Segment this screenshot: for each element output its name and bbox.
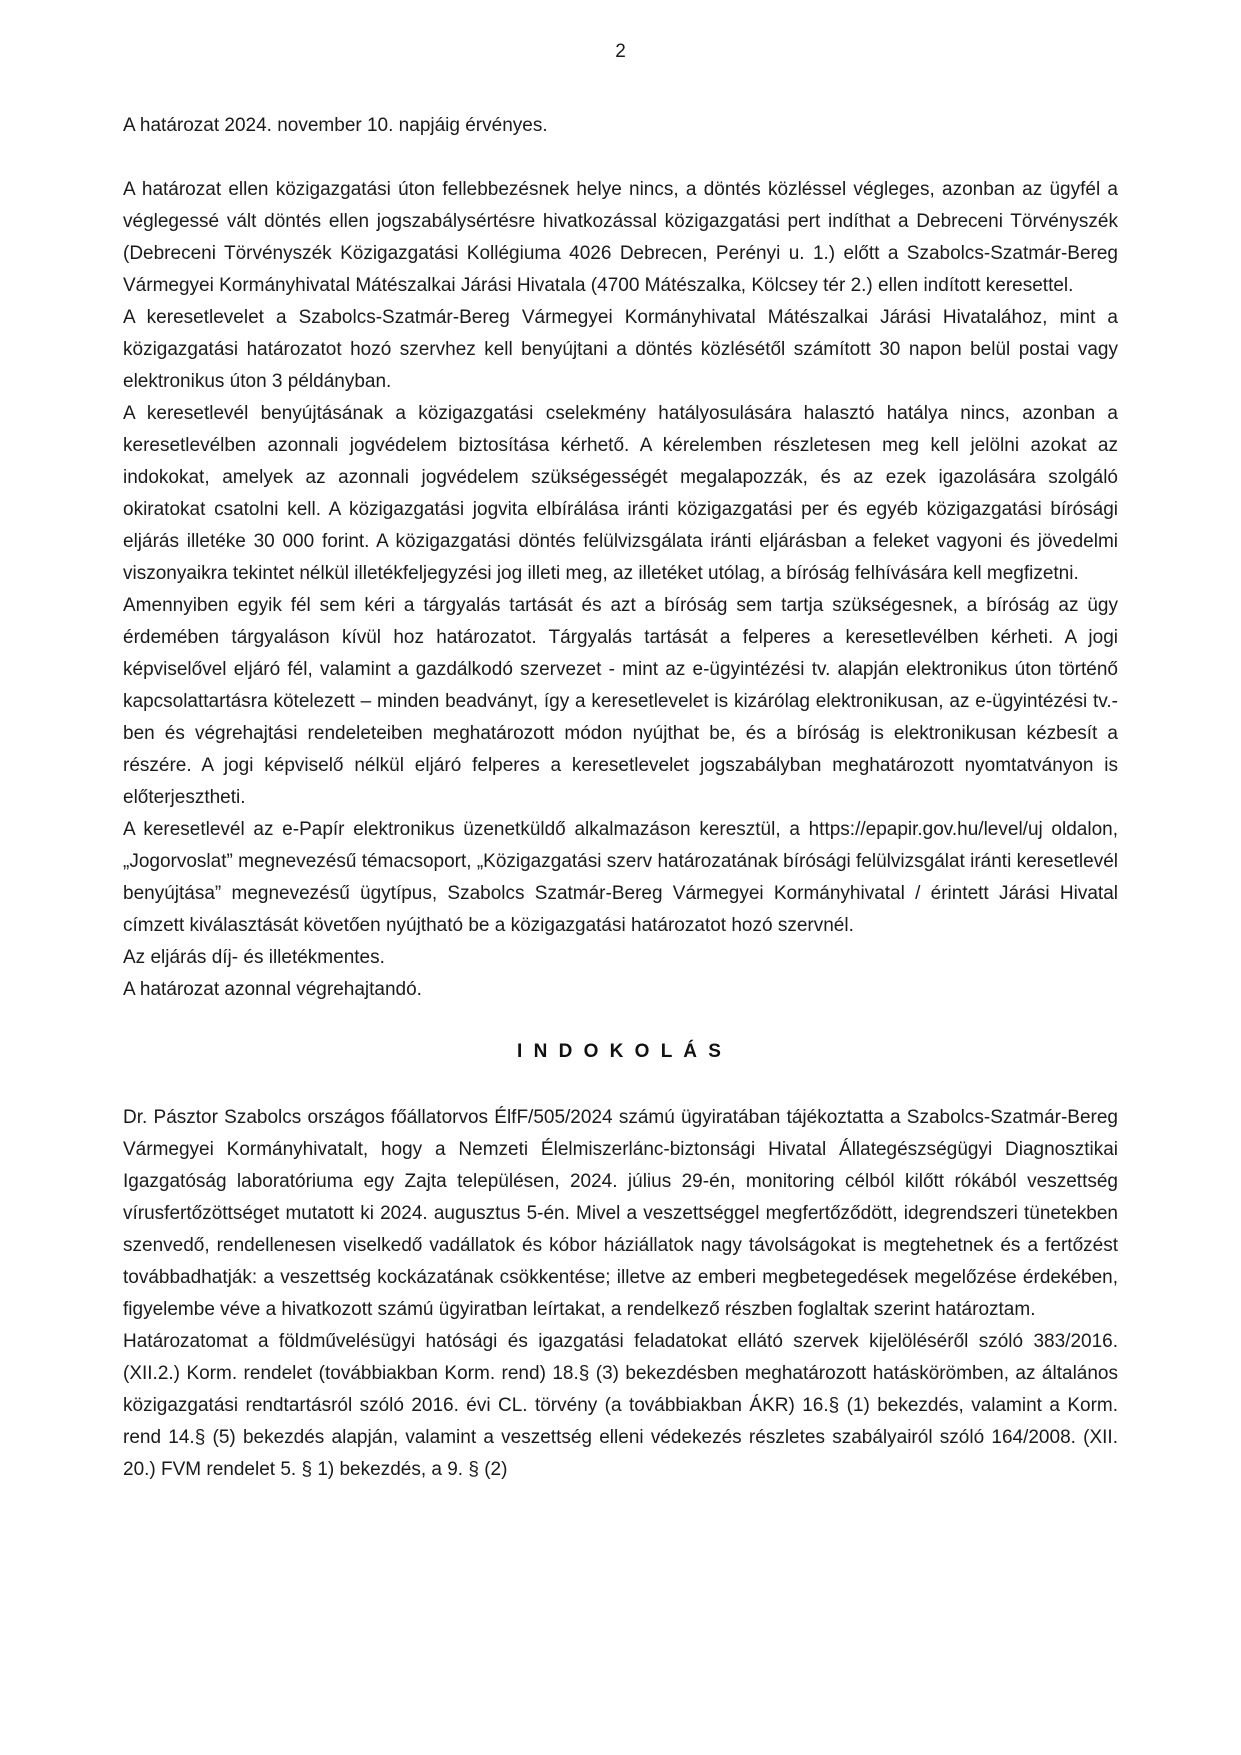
paragraph-appeal-info: A határozat ellen közigazgatási úton fellebbezésnek helye nincs, a döntés közléssel végleges, azonban az ügyfél a véglegessé vált döntés ellen jogszabálysértésre hivatkozással közigazgatási pert indíthat a Debreceni Törvényszék (Debreceni Törvényszék Közigazgatási Kollégiuma 4026 Debrecen, Perényi u. 1.) előtt a Szabolcs-Szatmár-Bereg Vármegyei Kormányhivatal Mátészalkai Járási Hivatala (4700 Mátészalka, Kölcsey tér 2.) ellen indított keresettel.: [123, 179, 1118, 296]
page-number: 2: [615, 41, 626, 62]
paragraph-fee-exemption: Az eljárás díj- és illetékmentes.: [123, 947, 385, 968]
paragraph-epapir-submission: A keresetlevél az e-Papír elektronikus üzenetküldő alkalmazáson keresztül, a https://epapir.gov.hu/level/uj oldalon, „Jogorvoslat” megnevezésű témacsoport, „Közigazgatási szerv határozatának bírósági felülvizsgálat iránti keresetlevél benyújtása” megnevezésű ügytípus, Szabolcs Szatmár-Bereg Vármegyei Kormányhivatal / érintett Járási Hivatal címzett kiválasztását követően nyújtható be a közigazgatási határozatot hozó szervnél.: [123, 819, 1118, 936]
paragraph-rabies-findings: Dr. Pásztor Szabolcs országos főállatorvos ÉlfF/505/2024 számú ügyiratában tájékoztatta a Szabolcs-Szatmár-Bereg Vármegyei Kormányhivatalt, hogy a Nemzeti Élelmiszerlánc-biztonsági Hivatal Állategészségügyi Diagnosztikai Igazgatóság laboratóriuma egy Zajta településen, 2024. július 29-én, monitoring célból kilőtt rókából veszettség vírusfertőzöttséget mutatott ki 2024. augusztus 5-én. Mivel a veszettséggel megfertőződött, idegrendszeri tünetekben szenvedő, rendellenesen viselkedő vadállatok és kóbor háziállatok nagy távolságokat is megtehetnek és a fertőzést továbbadhatják: a veszettség kockázatának csökkentése; illetve az emberi megbetegedések megelőzése érdekében, figyelembe véve a hivatkozott számú ügyiratban leírtakat, a rendelkező részben foglaltak szerint határoztam.: [123, 1107, 1118, 1320]
paragraph-legal-protection: A keresetlevél benyújtásának a közigazgatási cselekmény hatályosulására halasztó hatálya nincs, azonban a keresetlevélben azonnali jogvédelem biztosítása kérhető. A kérelemben részletesen meg kell jelölni azokat az indokokat, amelyek az azonnali jogvédelem szükségességét megalapozzák, és az ezek igazolására szolgáló okiratokat csatolni kell. A közigazgatási jogvita elbírálása iránti közigazgatási per és egyéb közigazgatási bírósági eljárás illetéke 30 000 forint. A közigazgatási döntés felülvizsgálata iránti eljárásban a feleket vagyoni és jövedelmi viszonyaikra tekintet nélkül illetékfeljegyzési jog illeti meg, az illetéket utólag, a bíróság felhívására kell megfizetni.: [123, 403, 1118, 584]
paragraph-immediate-execution: A határozat azonnal végrehajtandó.: [123, 979, 422, 1000]
paragraph-trial-rules: Amennyiben egyik fél sem kéri a tárgyalás tartását és azt a bíróság sem tartja szükségesnek, a bíróság az ügy érdemében tárgyaláson kívül hoz határozatot. Tárgyalás tartását a felperes a keresetlevélben kérheti. A jogi képviselővel eljáró fél, valamint a gazdálkodó szervezet - mint az e-ügyintézési tv. alapján elektronikus úton történő kapcsolattartásra kötelezett – minden beadványt, így a keresetlevelet is kizárólag elektronikusan, az e-ügyintézési tv.-ben és végrehajtási rendeleteiben meghatározott módon nyújthat be, és a bíróság is elektronikusan kézbesít a részére. A jogi képviselő nélkül eljáró felperes a keresetlevelet jogszabályban meghatározott nyomtatványon is előterjesztheti.: [123, 595, 1118, 808]
paragraph-validity: A határozat 2024. november 10. napjáig érvényes.: [123, 115, 548, 136]
paragraph-legal-basis: Határozatomat a földművelésügyi hatósági és igazgatási feladatokat ellátó szervek kijelöléséről szóló 383/2016.(XII.2.) Korm. rendelet (továbbiakban Korm. rend) 18.§ (3) bekezdésben meghatározott hatáskörömben, az általános közigazgatási rendtartásról szóló 2016. évi CL. törvény (a továbbiakban ÁKR) 16.§ (1) bekezdés, valamint a Korm. rend 14.§ (5) bekezdés alapján, valamint a veszettség elleni védekezés részletes szabályairól szóló 164/2008. (XII. 20.) FVM rendelet 5. § 1) bekezdés, a 9. § (2): [123, 1331, 1118, 1480]
section-heading-indokolas: I N D O K O L Á S: [517, 1041, 724, 1062]
paragraph-claim-submission: A keresetlevelet a Szabolcs-Szatmár-Bereg Vármegyei Kormányhivatal Mátészalkai Járási Hivatalához, mint a közigazgatási határozatot hozó szervhez kell benyújtani a döntés közlésétől számított 30 napon belül postai vagy elektronikus úton 3 példányban.: [123, 307, 1118, 392]
